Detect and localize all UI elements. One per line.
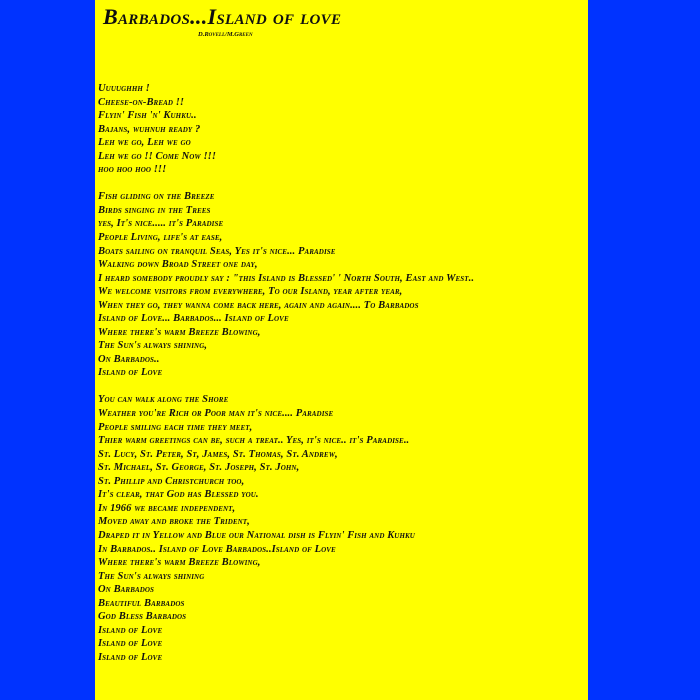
stanza-verse-1 [98,190,586,380]
lyric-line: We welcome visitors from everywhere, To our Island, year after year, [98,286,403,298]
lyric-line: Thier warm greetings can be, such a treat.. Yes, it's nice.. it's Paradise.. [98,435,410,447]
lyric-line: Island of Love [98,624,163,636]
flag-band-right [588,0,700,700]
lyric-line: You can walk along the Shore [98,394,229,406]
lyric-line: On Barbados [98,584,155,596]
stanza-verse-2 [98,393,586,664]
lyric-line: Draped it in Yellow and Blue our National dish is Flyin' Fish and Kuhku [98,529,415,541]
lyric-line: On Barbados.. [98,353,160,365]
lyric-line: Bajans, wuhnuh ready ? [98,123,201,135]
lyric-line: God Bless Barbados [98,611,187,623]
lyric-line: It's clear, that God has Blessed you. [98,489,259,501]
lyric-line: When they go, they wanna come back here, again and again.... To Barbados [98,299,419,311]
lyric-line: hoo hoo hoo !!! [98,164,167,176]
lyric-line: Leh we go !! Come Now !!! [98,150,217,162]
lyric-line: Cheese-on-Bread !! [98,96,185,108]
lyric-line: Fish gliding on the Breeze [98,191,215,203]
lyric-line: I heard somebody proudly say : "this Island is Blessed' ' North South, East and West.. [98,272,475,284]
lyric-line: The Sun's always shining [98,570,205,582]
lyric-line: In Barbados.. Island of Love Barbados..Island of Love [98,543,336,555]
lyric-line: Island of Love [98,651,163,663]
lyric-line: St. Michael, St. George, St. Joseph, St. John, [98,462,300,474]
lyric-line: People Living, life's at ease, [98,231,223,243]
song-title: Barbados...Island of love [103,4,342,29]
lyric-line: People smiling each time they meet, [98,421,253,433]
lyric-line: Island of Love [98,367,163,379]
lyric-line: Where there's warm Breeze Blowing, [98,326,261,338]
lyric-line: Birds singing in the Trees [98,204,211,216]
lyric-line: Weather you're Rich or Poor man it's nice.... Paradise [98,408,334,420]
lyric-line: St. Phillip and Christchurch too, [98,475,245,487]
lyric-line: Leh we go, Leh we go [98,137,191,149]
stanza-intro [98,82,586,177]
lyric-line: Boats sailing on tranquil Seas, Yes it's nice... Paradise [98,245,336,257]
lyric-line: Island of Love [98,638,163,650]
lyric-line: Moved away and broke the Trident, [98,516,250,528]
lyric-line: Flyin' Fish 'n' Kuhku.. [98,110,197,122]
lyric-line: The Sun's always shining, [98,340,208,352]
lyric-line: Where there's warm Breeze Blowing, [98,557,261,569]
flag-band-left [0,0,95,700]
songwriter-credit: D.Rovell/M.Green [198,31,253,38]
lyric-line: Beautiful Barbados [98,597,185,609]
lyric-line: In 1966 we became independent, [98,502,236,514]
lyric-line: Island of Love... Barbados... Island of Love [98,313,289,325]
lyric-line: yes, It's nice..... it's Paradise [98,218,224,230]
lyric-line: Walking down Broad Street one day, [98,259,258,271]
lyric-line: St. Lucy, St. Peter, St, James, St. Thomas, St. Andrew, [98,448,338,460]
lyric-line: Uuuughhh ! [98,83,150,94]
lyrics-body [98,82,586,664]
